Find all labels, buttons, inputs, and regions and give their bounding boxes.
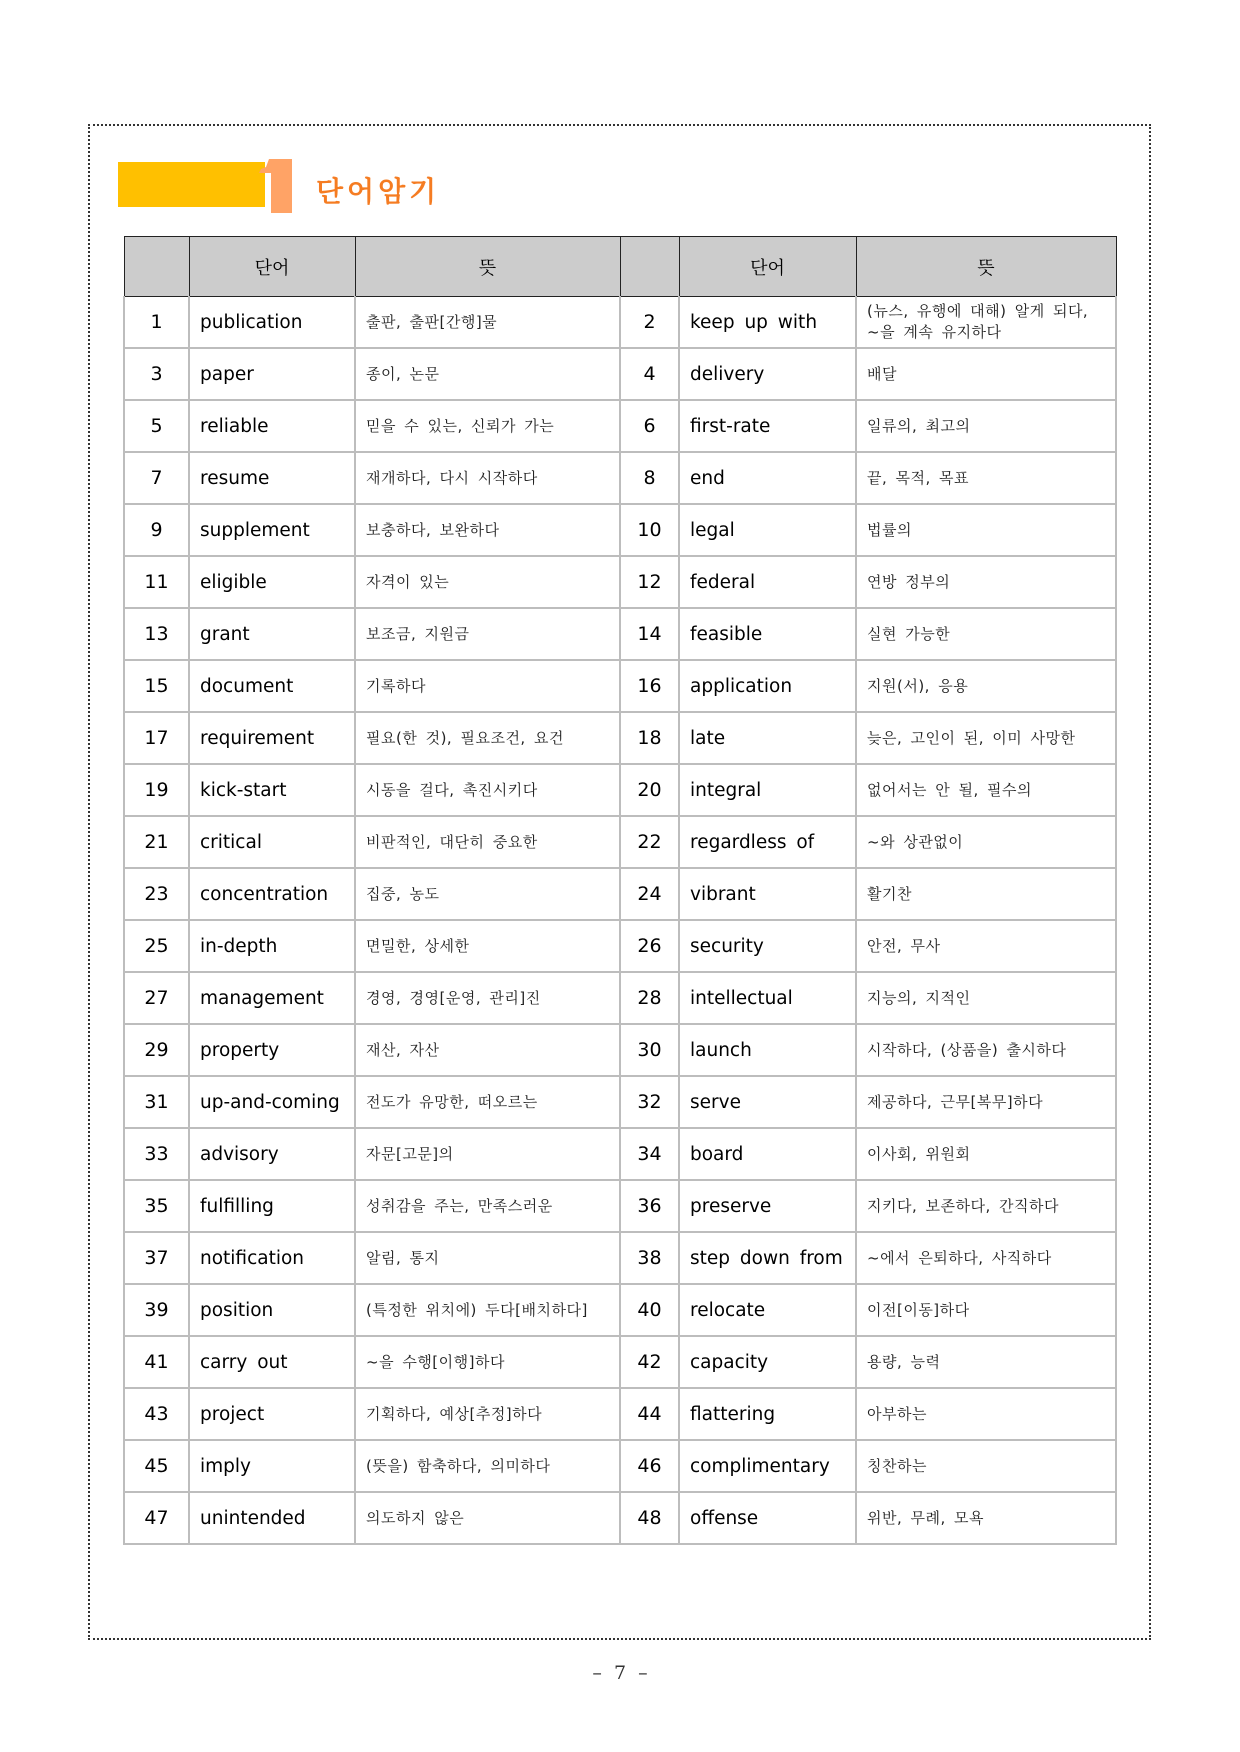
word-meaning: 필요(한 것), 필요조건, 요건 (355, 712, 620, 764)
word-number: 17 (124, 712, 189, 764)
vocab-word: keep up with (679, 297, 856, 349)
word-meaning: (뜻을) 함축하다, 의미하다 (355, 1440, 620, 1492)
word-meaning: ~에서 은퇴하다, 사직하다 (856, 1232, 1116, 1284)
vocab-word: security (679, 920, 856, 972)
vocab-word: serve (679, 1076, 856, 1128)
word-number: 9 (124, 504, 189, 556)
vocab-word: preserve (679, 1180, 856, 1232)
word-meaning: 칭찬하는 (856, 1440, 1116, 1492)
word-meaning: 제공하다, 근무[복무]하다 (856, 1076, 1116, 1128)
table-row (124, 1128, 1116, 1180)
table-row (124, 1076, 1116, 1128)
table-row (124, 1232, 1116, 1284)
header-number-2 (620, 237, 679, 297)
word-meaning: 자격이 있는 (355, 556, 620, 608)
word-number: 29 (124, 1024, 189, 1076)
word-meaning: 실현 가능한 (856, 608, 1116, 660)
table-row (124, 764, 1116, 816)
vocab-word: requirement (189, 712, 355, 764)
word-meaning: 알림, 통지 (355, 1232, 620, 1284)
word-number: 13 (124, 608, 189, 660)
table-row (124, 297, 1116, 349)
table-body (124, 297, 1116, 1545)
word-meaning: 늦은, 고인이 된, 이미 사망한 (856, 712, 1116, 764)
word-meaning: 시동을 걸다, 촉진시키다 (355, 764, 620, 816)
table-header-row (124, 237, 1116, 297)
word-number: 12 (620, 556, 679, 608)
vocab-word: advisory (189, 1128, 355, 1180)
header-word: 단어 (189, 237, 355, 297)
word-number: 44 (620, 1388, 679, 1440)
word-meaning: (특정한 위치에) 두다[배치하다] (355, 1284, 620, 1336)
table-row (124, 1284, 1116, 1336)
word-meaning: 활기찬 (856, 868, 1116, 920)
word-meaning: 성취감을 주는, 만족스러운 (355, 1180, 620, 1232)
vocab-word: step down from (679, 1232, 856, 1284)
vocab-word: late (679, 712, 856, 764)
vocab-word: resume (189, 452, 355, 504)
section-title: 단어암기 (316, 175, 441, 208)
vocab-word: flattering (679, 1388, 856, 1440)
word-meaning: 끝, 목적, 목표 (856, 452, 1116, 504)
section-badge-bar (118, 162, 265, 207)
word-meaning: 비판적인, 대단히 중요한 (355, 816, 620, 868)
word-meaning: 면밀한, 상세한 (355, 920, 620, 972)
vocab-word: regardless of (679, 816, 856, 868)
word-meaning: 지능의, 지적인 (856, 972, 1116, 1024)
table-row (124, 1336, 1116, 1388)
header-word-2: 단어 (679, 237, 856, 297)
word-meaning: 기획하다, 예상[추정]하다 (355, 1388, 620, 1440)
table-row (124, 400, 1116, 452)
word-number: 16 (620, 660, 679, 712)
vocabulary-table (123, 236, 1117, 1545)
table-row (124, 712, 1116, 764)
word-meaning: ~을 수행[이행]하다 (355, 1336, 620, 1388)
word-meaning: 믿을 수 있는, 신뢰가 가는 (355, 400, 620, 452)
word-meaning: 일류의, 최고의 (856, 400, 1116, 452)
header-meaning-2: 뜻 (856, 237, 1116, 297)
table-row (124, 1024, 1116, 1076)
table-row (124, 608, 1116, 660)
word-number: 6 (620, 400, 679, 452)
word-meaning: 이사회, 위원회 (856, 1128, 1116, 1180)
vocab-word: capacity (679, 1336, 856, 1388)
word-meaning: 안전, 무사 (856, 920, 1116, 972)
word-number: 47 (124, 1492, 189, 1544)
vocab-word: first-rate (679, 400, 856, 452)
table-row (124, 1492, 1116, 1544)
word-meaning: 용량, 능력 (856, 1336, 1116, 1388)
word-number: 22 (620, 816, 679, 868)
table-row (124, 972, 1116, 1024)
word-number: 18 (620, 712, 679, 764)
table-row (124, 868, 1116, 920)
word-meaning: 재산, 자산 (355, 1024, 620, 1076)
word-number: 26 (620, 920, 679, 972)
vocab-word: property (189, 1024, 355, 1076)
header-meaning: 뜻 (355, 237, 620, 297)
word-number: 2 (620, 297, 679, 349)
table-row (124, 816, 1116, 868)
word-number: 34 (620, 1128, 679, 1180)
word-number: 5 (124, 400, 189, 452)
vocab-word: unintended (189, 1492, 355, 1544)
word-number: 46 (620, 1440, 679, 1492)
vocab-word: intellectual (679, 972, 856, 1024)
vocab-word: relocate (679, 1284, 856, 1336)
vocab-word: in-depth (189, 920, 355, 972)
vocab-word: imply (189, 1440, 355, 1492)
table-row (124, 1388, 1116, 1440)
header-number (124, 237, 189, 297)
word-meaning: ~와 상관없이 (856, 816, 1116, 868)
word-number: 40 (620, 1284, 679, 1336)
vocab-word: fulfilling (189, 1180, 355, 1232)
word-number: 10 (620, 504, 679, 556)
vocab-word: delivery (679, 348, 856, 400)
table-row (124, 556, 1116, 608)
word-number: 27 (124, 972, 189, 1024)
word-meaning: 경영, 경영[운영, 관리]진 (355, 972, 620, 1024)
word-meaning: 보조금, 지원금 (355, 608, 620, 660)
word-meaning: 보충하다, 보완하다 (355, 504, 620, 556)
vocab-word: document (189, 660, 355, 712)
word-number: 4 (620, 348, 679, 400)
vocab-word: critical (189, 816, 355, 868)
word-number: 20 (620, 764, 679, 816)
word-meaning: 자문[고문]의 (355, 1128, 620, 1180)
word-number: 30 (620, 1024, 679, 1076)
word-meaning: 법률의 (856, 504, 1116, 556)
vocab-word: vibrant (679, 868, 856, 920)
word-meaning: 지키다, 보존하다, 간직하다 (856, 1180, 1116, 1232)
word-meaning: 종이, 논문 (355, 348, 620, 400)
table-row (124, 1180, 1116, 1232)
table-row (124, 920, 1116, 972)
word-meaning: 아부하는 (856, 1388, 1116, 1440)
word-number: 19 (124, 764, 189, 816)
vocab-word: board (679, 1128, 856, 1180)
word-meaning: 지원(서), 응용 (856, 660, 1116, 712)
word-meaning: 연방 정부의 (856, 556, 1116, 608)
vocab-word: carry out (189, 1336, 355, 1388)
word-meaning: 기록하다 (355, 660, 620, 712)
vocab-word: eligible (189, 556, 355, 608)
table-row (124, 1440, 1116, 1492)
table-row (124, 452, 1116, 504)
vocab-word: federal (679, 556, 856, 608)
section-badge (118, 157, 293, 213)
vocab-word: publication (189, 297, 355, 349)
vocab-word: concentration (189, 868, 355, 920)
word-number: 15 (124, 660, 189, 712)
word-number: 33 (124, 1128, 189, 1180)
word-number: 24 (620, 868, 679, 920)
word-number: 31 (124, 1076, 189, 1128)
vocab-word: offense (679, 1492, 856, 1544)
word-meaning: 없어서는 안 될, 필수의 (856, 764, 1116, 816)
word-number: 25 (124, 920, 189, 972)
vocab-word: application (679, 660, 856, 712)
word-number: 14 (620, 608, 679, 660)
word-number: 37 (124, 1232, 189, 1284)
vocab-word: up-and-coming (189, 1076, 355, 1128)
vocab-word: legal (679, 504, 856, 556)
section-number-one-icon (257, 157, 293, 213)
word-number: 8 (620, 452, 679, 504)
word-number: 23 (124, 868, 189, 920)
word-meaning: 집중, 농도 (355, 868, 620, 920)
word-meaning: 출판, 출판[간행]물 (355, 297, 620, 349)
word-number: 39 (124, 1284, 189, 1336)
table-row (124, 348, 1116, 400)
vocab-word: kick-start (189, 764, 355, 816)
word-number: 45 (124, 1440, 189, 1492)
word-meaning: 위반, 무례, 모욕 (856, 1492, 1116, 1544)
word-number: 41 (124, 1336, 189, 1388)
vocab-word: paper (189, 348, 355, 400)
vocab-word: notification (189, 1232, 355, 1284)
vocab-word: supplement (189, 504, 355, 556)
word-meaning: 재개하다, 다시 시작하다 (355, 452, 620, 504)
vocab-word: grant (189, 608, 355, 660)
table-row (124, 660, 1116, 712)
word-number: 35 (124, 1180, 189, 1232)
vocab-word: feasible (679, 608, 856, 660)
word-meaning: (뉴스, 유행에 대해) 알게 되다, ~을 계속 유지하다 (856, 297, 1116, 349)
word-number: 36 (620, 1180, 679, 1232)
word-meaning: 배달 (856, 348, 1116, 400)
word-meaning: 이전[이동]하다 (856, 1284, 1116, 1336)
vocab-word: launch (679, 1024, 856, 1076)
word-number: 42 (620, 1336, 679, 1388)
vocab-word: integral (679, 764, 856, 816)
table-row (124, 504, 1116, 556)
vocab-word: complimentary (679, 1440, 856, 1492)
vocab-word: reliable (189, 400, 355, 452)
word-number: 32 (620, 1076, 679, 1128)
word-number: 48 (620, 1492, 679, 1544)
word-number: 1 (124, 297, 189, 349)
word-meaning: 의도하지 않은 (355, 1492, 620, 1544)
page-number: – 7 – (592, 1662, 648, 1684)
word-number: 43 (124, 1388, 189, 1440)
word-number: 28 (620, 972, 679, 1024)
vocab-word: management (189, 972, 355, 1024)
word-number: 11 (124, 556, 189, 608)
word-number: 7 (124, 452, 189, 504)
word-meaning: 시작하다, (상품을) 출시하다 (856, 1024, 1116, 1076)
word-number: 3 (124, 348, 189, 400)
word-number: 38 (620, 1232, 679, 1284)
vocab-word: position (189, 1284, 355, 1336)
vocab-word: end (679, 452, 856, 504)
word-number: 21 (124, 816, 189, 868)
word-meaning: 전도가 유망한, 떠오르는 (355, 1076, 620, 1128)
vocab-word: project (189, 1388, 355, 1440)
